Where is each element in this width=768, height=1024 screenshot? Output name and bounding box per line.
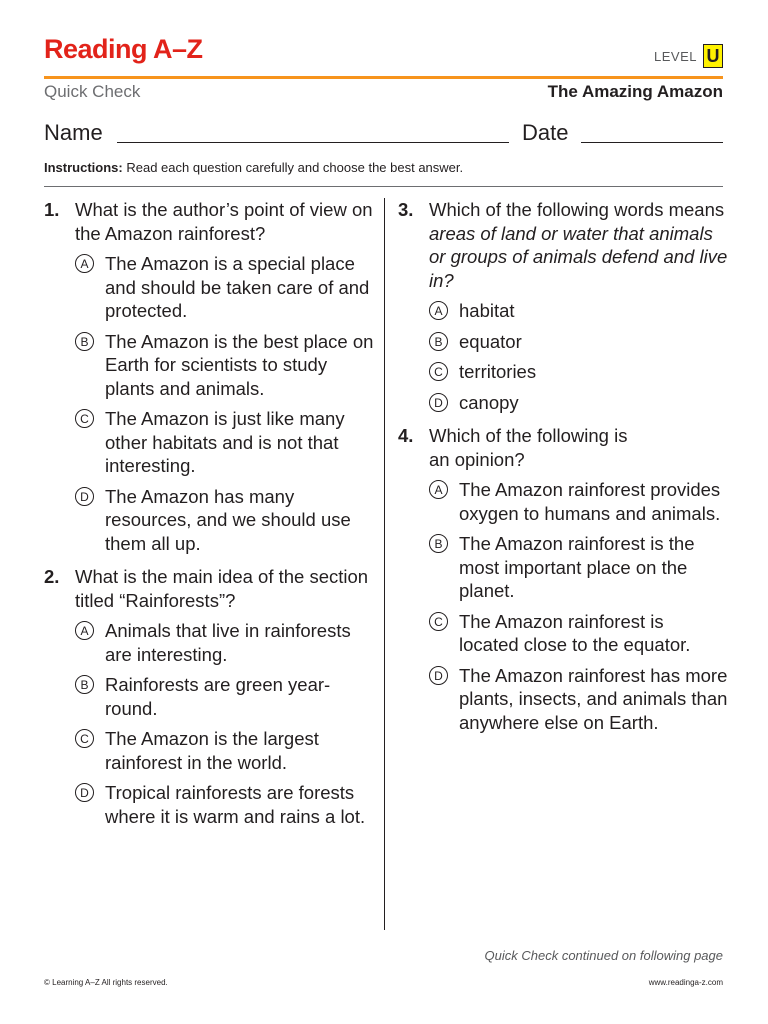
question-text-definition: areas of land or water that animals or groups of animals defend and live in?: [429, 222, 728, 291]
answer-bubble-d[interactable]: D: [75, 487, 94, 506]
answer-option[interactable]: [429, 330, 728, 354]
answer-option[interactable]: [75, 781, 374, 828]
answer-option[interactable]: [75, 619, 374, 666]
answer-option[interactable]: [429, 664, 728, 735]
answer-text: Rainforests are green year-round.: [105, 674, 331, 719]
question-2: [44, 565, 374, 828]
continued-note: Quick Check continued on following page: [484, 948, 723, 963]
answer-bubble-d[interactable]: D: [75, 783, 94, 802]
answer-text: Animals that live in rainforests are interesting.: [105, 620, 351, 665]
answer-text: habitat: [459, 300, 515, 321]
question-number: 4.: [398, 425, 414, 446]
answer-bubble-b[interactable]: B: [75, 675, 94, 694]
answer-bubble-c[interactable]: C: [429, 612, 448, 631]
answer-options: [429, 478, 728, 734]
left-column: [44, 198, 374, 838]
date-field[interactable]: [581, 142, 723, 143]
answer-text: The Amazon is the best place on Earth for scientists to study plants and animals.: [105, 330, 374, 399]
website-link[interactable]: www.readinga-z.com: [648, 978, 723, 987]
answer-bubble-d[interactable]: D: [429, 393, 448, 412]
answer-bubble-a[interactable]: A: [429, 480, 448, 499]
brand-logo: Reading A–Z: [44, 34, 203, 64]
answer-text: Tropical rainforests are forests where it is warm and rains a lot.: [105, 782, 366, 827]
answer-option[interactable]: [429, 391, 728, 415]
question-number: 2.: [44, 566, 60, 587]
copyright: © Learning A–Z All rights reserved.: [44, 978, 168, 987]
answer-text: The Amazon is a special place and should be taken care of and protected.: [105, 253, 370, 321]
answer-bubble-b[interactable]: B: [429, 332, 448, 351]
answer-text: equator: [459, 330, 522, 352]
answer-option[interactable]: [75, 727, 374, 774]
answer-text: territories: [459, 361, 537, 382]
answer-options: [75, 619, 374, 828]
answer-text: The Amazon rainforest has more plants, insects, and animals than anywhere else on Earth.: [459, 664, 728, 733]
instructions-label: Instructions:: [44, 160, 123, 175]
answer-bubble-c[interactable]: C: [429, 362, 448, 381]
answer-bubble-c[interactable]: C: [75, 409, 94, 428]
answer-option[interactable]: [75, 407, 374, 478]
name-label: Name: [44, 120, 103, 145]
answer-bubble-a[interactable]: A: [75, 621, 94, 640]
name-date-row: [44, 120, 723, 150]
name-field[interactable]: [117, 142, 509, 143]
answer-option[interactable]: [429, 360, 728, 384]
level-badge: U: [703, 44, 723, 68]
question-text: [429, 198, 728, 292]
answer-bubble-d[interactable]: D: [429, 666, 448, 685]
right-column: [398, 198, 728, 744]
answer-option[interactable]: [75, 673, 374, 720]
answer-option[interactable]: [429, 532, 728, 603]
answer-options: [75, 252, 374, 555]
level-label: LEVEL: [654, 48, 697, 64]
answer-bubble-a[interactable]: A: [429, 301, 448, 320]
book-title: The Amazing Amazon: [547, 82, 723, 101]
instructions-text: Read each question carefully and choose the best answer.: [122, 160, 464, 175]
answer-bubble-a[interactable]: A: [75, 254, 94, 273]
answer-option[interactable]: [429, 478, 728, 525]
question-text: What is the main idea of the section titled “Rainforests”?: [75, 566, 369, 611]
answer-option[interactable]: [429, 610, 728, 657]
question-number: 3.: [398, 199, 414, 220]
answer-bubble-b[interactable]: B: [429, 534, 448, 553]
answer-text: The Amazon rainforest is the most important place on the planet.: [459, 533, 695, 601]
question-3: [398, 198, 728, 414]
question-1: [44, 198, 374, 555]
question-text: What is the author’s point of view on the Amazon rainforest?: [75, 199, 373, 244]
doc-type: Quick Check: [44, 82, 141, 101]
answer-text: The Amazon is just like many other habitats and is not that interesting.: [105, 408, 345, 476]
answer-text: The Amazon rainforest is located close to the equator.: [459, 610, 691, 655]
answer-options: [429, 299, 728, 414]
question-number: 1.: [44, 199, 60, 220]
question-text: Which of the following is an opinion?: [429, 425, 628, 470]
answer-bubble-c[interactable]: C: [75, 729, 94, 748]
answer-option[interactable]: [75, 330, 374, 401]
instructions-rule: [44, 186, 723, 187]
level-indicator: [654, 44, 723, 68]
question-4: [398, 424, 728, 734]
header-rule: [44, 76, 723, 79]
answer-text: The Amazon is the largest rainforest in the world.: [105, 728, 319, 773]
answer-bubble-b[interactable]: B: [75, 332, 94, 351]
date-label: Date: [522, 120, 569, 145]
column-divider: [384, 198, 385, 930]
question-text-prefix: Which of the following words means: [429, 199, 725, 220]
answer-text: The Amazon has many resources, and we should use them all up.: [105, 485, 351, 554]
answer-option[interactable]: [75, 485, 374, 556]
answer-option[interactable]: [75, 252, 374, 323]
instructions: [44, 160, 463, 175]
answer-option[interactable]: [429, 299, 728, 323]
answer-text: The Amazon rainforest provides oxygen to humans and animals.: [459, 479, 721, 524]
answer-text: canopy: [459, 391, 519, 413]
